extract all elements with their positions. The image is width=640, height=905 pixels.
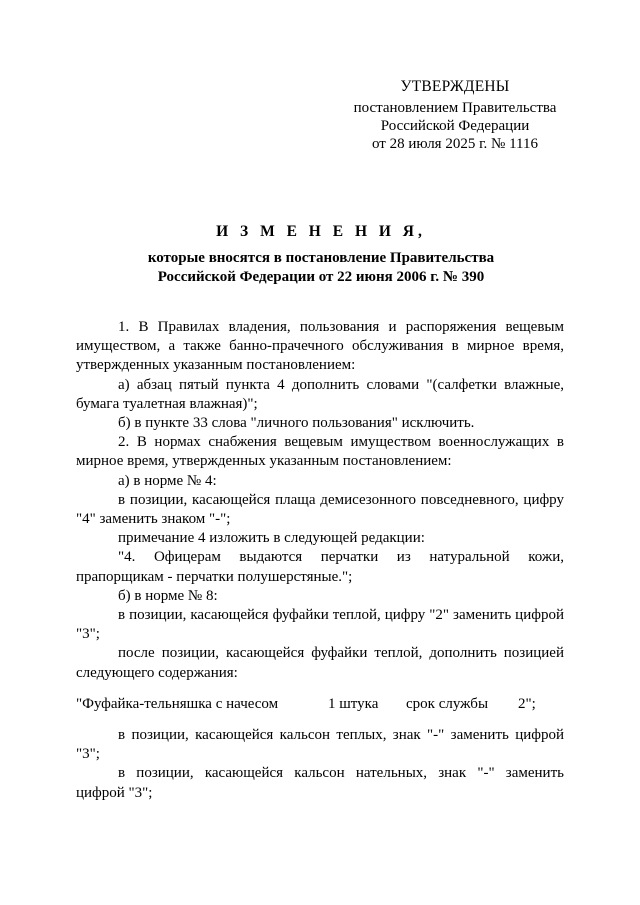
document-body	[76, 318, 564, 803]
approval-stamp	[330, 78, 580, 153]
paragraph: в позиции, касающейся фуфайки теплой, цифру "2" заменить цифрой "3";	[76, 607, 564, 643]
paragraph: примечание 4 изложить в следующей редакции:	[118, 530, 425, 547]
paragraph: в позиции, касающейся кальсон теплых, знак "-" заменить цифрой "3";	[76, 727, 564, 763]
paragraph: а) абзац пятый пункта 4 дополнить словами "(салфетки влажные, бумага туалетная влажная)";	[76, 376, 564, 412]
paragraph: б) в пункте 33 слова "личного пользования" исключить.	[118, 415, 475, 432]
norm-item-term-value: 2";	[518, 695, 536, 712]
paragraph: в позиции, касающейся плаща демисезонного повседневного, цифру "4" заменить знаком "-";	[76, 491, 564, 528]
document-title: И З М Е Н Е Н И Я,	[216, 223, 426, 240]
norm-item-quantity: 1 штука	[328, 695, 379, 712]
paragraph: 2. В нормах снабжения вещевым имуществом военнослужащих в мирное время, утвержденных указанным постановлением:	[76, 434, 564, 470]
paragraph: после позиции, касающейся фуфайки теплой, дополнить позицией следующего содержания:	[76, 645, 564, 681]
document-subtitle-line-2: Российской Федерации от 22 июня 2006 г. № 390	[157, 269, 485, 285]
paragraph: 1. В Правилах владения, пользования и распоряжения вещевым имуществом, а также банно-прачечного обслуживания в мирное время, утвержденных указанным постановлением:	[76, 319, 564, 374]
norm-table-row	[76, 695, 564, 714]
approval-line-2: Российской Федерации	[380, 118, 530, 134]
norm-item-name: "Фуфайка-тельняшка с начесом	[76, 695, 279, 712]
paragraph: в позиции, касающейся кальсон нательных, знак "-" заменить цифрой "3";	[76, 765, 564, 801]
document-subtitle-line-1: которые вносятся в постановление Правительства	[147, 250, 495, 266]
approval-line-3: от 28 июля 2025 г. № 1116	[371, 136, 538, 152]
approval-line-1: постановлением Правительства	[353, 100, 557, 116]
paragraph: "4. Офицерам выдаются перчатки из натуральной кожи, прапорщикам - перчатки полушерстяные.";	[76, 549, 564, 585]
approval-heading: УТВЕРЖДЕНЫ	[400, 78, 510, 95]
document-title-block	[76, 222, 566, 287]
norm-item-term-label: срок службы	[406, 695, 489, 712]
paragraph: б) в норме № 8:	[118, 587, 218, 604]
paragraph: а) в норме № 4:	[118, 472, 217, 489]
